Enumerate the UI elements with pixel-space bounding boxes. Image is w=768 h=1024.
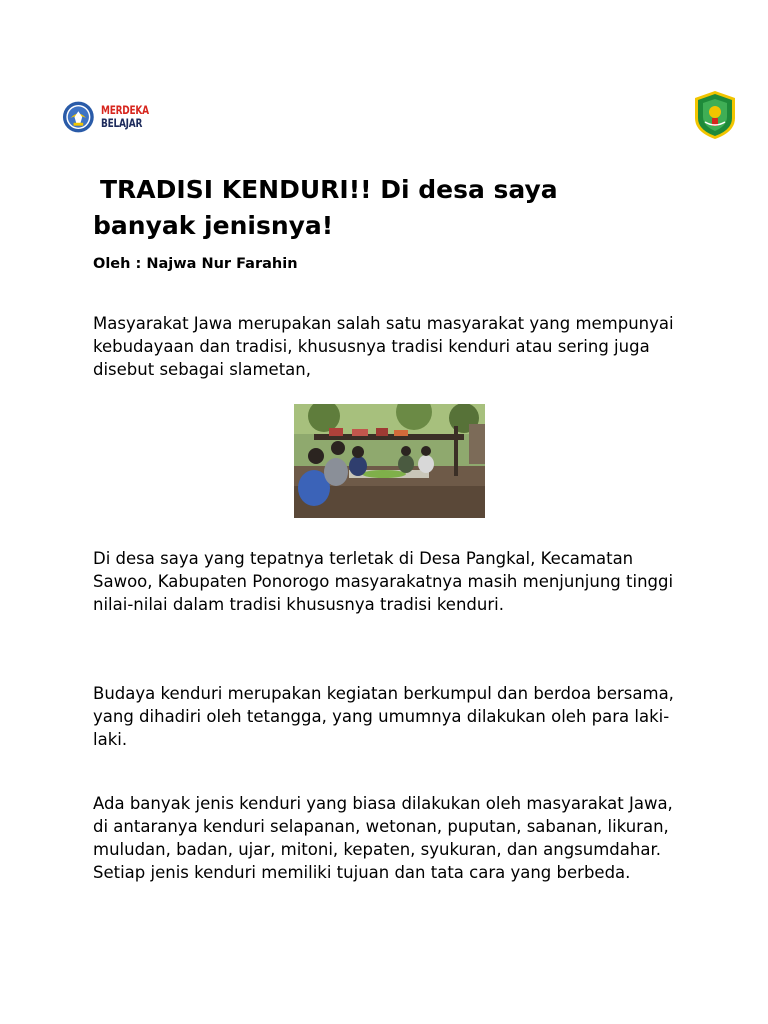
logo-line1: MERDEKA (100, 103, 149, 117)
kenduri-photo (294, 404, 485, 518)
article-title (93, 172, 693, 244)
title-line-2: banyak jenisnya! (93, 211, 334, 240)
tut-wuri-handayani-icon (62, 100, 95, 134)
logo-line2: BELAJAR (100, 116, 142, 130)
paragraph-1: Masyarakat Jawa merupakan salah satu masyarakat yang mempunyai kebudayaan dan tradisi, khususnya tradisi kenduri atau sering juga disebut sebagai slametan, (93, 314, 674, 379)
logo-wordmark (101, 104, 149, 130)
regional-crest-icon (693, 90, 737, 140)
paragraph-4: Ada banyak jenis kenduri yang biasa dilakukan oleh masyarakat Jawa, di antaranya kenduri selapanan, wetonan, puputan, sabanan, likuran, muludan, badan, ujar, mitoni, kepaten, syukuran, dan angsumdahar. Setiap jenis kenduri memiliki tujuan dan tata cara yang berbeda. (93, 794, 673, 882)
merdeka-belajar-logo (62, 98, 162, 136)
article-author: Oleh : Najwa Nur Farahin (93, 256, 298, 272)
paragraph-3: Budaya kenduri merupakan kegiatan berkumpul dan berdoa bersama, yang dihadiri oleh tetangga, yang umumnya dilakukan oleh para laki-laki. (93, 684, 674, 749)
paragraph-2: Di desa saya yang tepatnya terletak di Desa Pangkal, Kecamatan Sawoo, Kabupaten Ponorogo masyarakatnya masih menjunjung tinggi nilai-nilai dalam tradisi khususnya tradisi kenduri. (93, 549, 674, 614)
title-line-1: TRADISI KENDURI!! Di desa saya (100, 175, 558, 204)
